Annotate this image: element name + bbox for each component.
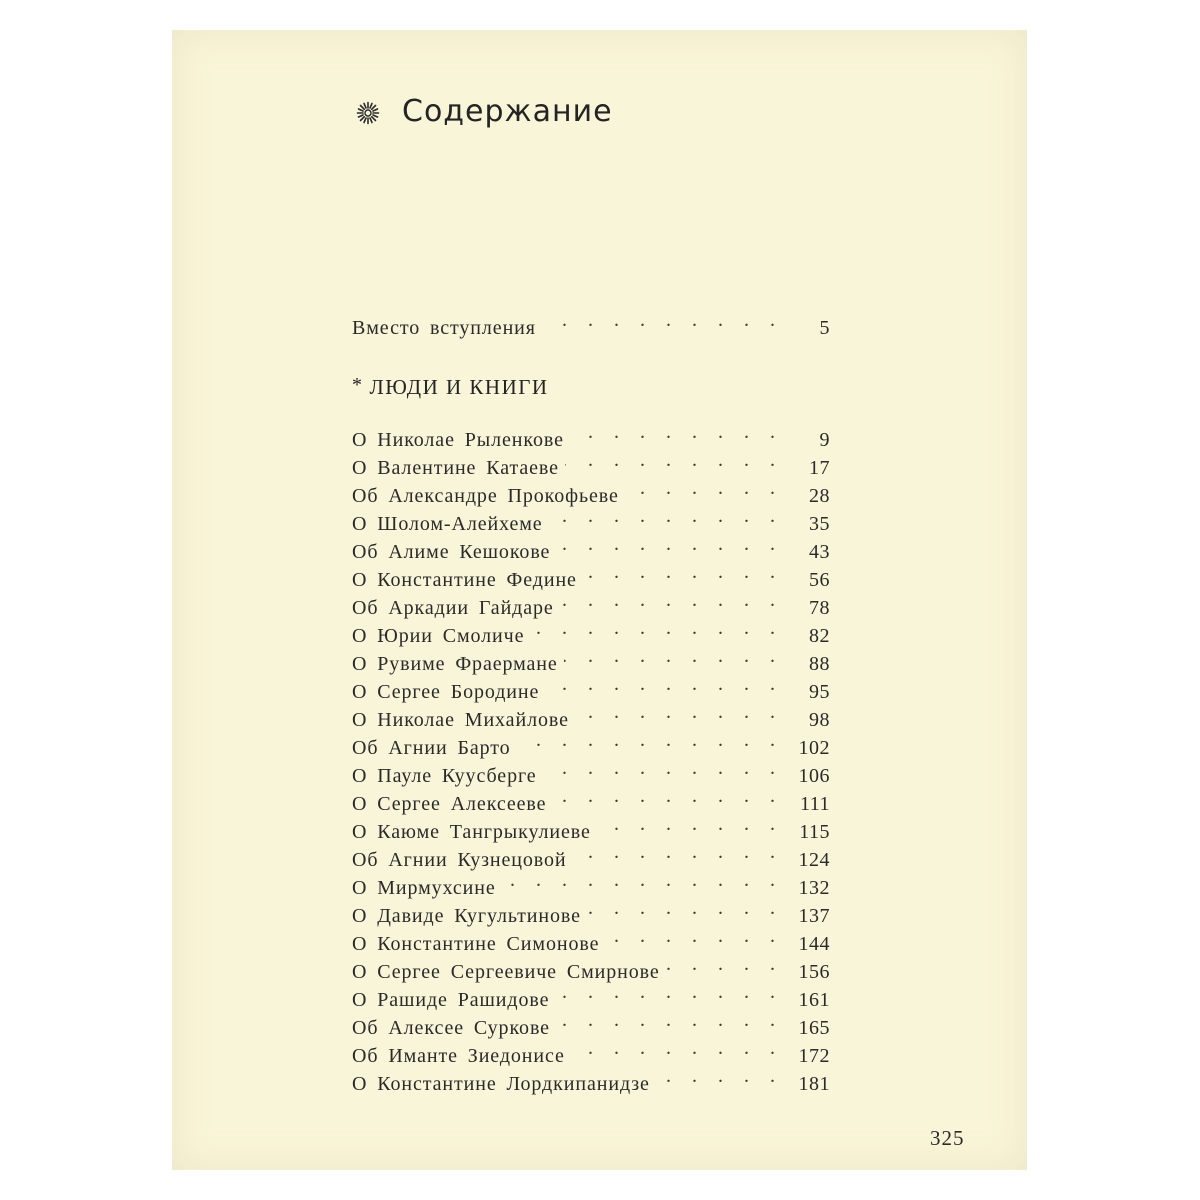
entry-label: Об Агнии Барто	[352, 737, 511, 759]
entry-label: О Мирмухсине	[352, 877, 496, 899]
toc-entry	[352, 1014, 830, 1040]
entry-label: О Шолом-Алейхеме	[352, 513, 543, 535]
entry-page: 43	[809, 541, 830, 563]
entry-label: О Константине Лордкипанидзе	[352, 1073, 650, 1095]
dot-leader	[666, 958, 782, 978]
entry-page: 181	[798, 1073, 830, 1095]
entry-page: 137	[798, 905, 830, 927]
dot-leader	[549, 510, 782, 530]
dot-leader	[587, 902, 782, 922]
entry-label: О Рашиде Рашидове	[352, 989, 550, 1011]
toc-entry	[352, 678, 830, 704]
entry-page: 111	[799, 793, 830, 815]
entry-label: О Рувиме Фраермане	[352, 653, 558, 675]
dot-leader	[565, 454, 782, 474]
toc-entry	[352, 790, 830, 816]
entry-page: 98	[809, 709, 830, 731]
entry-label: О Николае Рыленкове	[352, 429, 564, 451]
dot-leader	[517, 734, 782, 754]
toc-entry	[352, 818, 830, 844]
toc-entry	[352, 1042, 830, 1068]
entry-label: О Юрии Смоличе	[352, 625, 525, 647]
dot-leader	[560, 594, 782, 614]
toc-entry	[352, 902, 830, 928]
dot-leader	[570, 426, 782, 446]
dot-leader	[543, 762, 782, 782]
entry-page: 35	[809, 513, 830, 535]
entry-label: Об Алексее Суркове	[352, 1017, 550, 1039]
toc-entry	[352, 1070, 830, 1096]
entry-page: 5	[819, 317, 830, 339]
entry-page: 124	[798, 849, 830, 871]
toc-entry	[352, 594, 830, 620]
dot-leader	[571, 1042, 782, 1062]
dot-leader	[556, 538, 782, 558]
toc-entry	[352, 930, 830, 956]
dot-leader	[556, 1014, 782, 1034]
entry-page: 17	[809, 457, 830, 479]
entry-page: 165	[798, 1017, 830, 1039]
entry-page: 9	[819, 429, 830, 451]
toc-entry	[352, 734, 830, 760]
entry-label: О Сергее Сергеевиче Смирнове	[352, 961, 660, 983]
dot-leader	[583, 566, 782, 586]
entry-page: 88	[809, 653, 830, 675]
entry-page: 156	[798, 961, 830, 983]
entry-label: Об Александре Прокофьеве	[352, 485, 619, 507]
dot-leader	[597, 818, 782, 838]
toc-entry	[352, 510, 830, 536]
section-title: ЛЮДИ И КНИГИ	[369, 375, 549, 399]
dot-leader	[502, 874, 782, 894]
entry-label: О Давиде Кугультинове	[352, 905, 581, 927]
toc-entry	[352, 874, 830, 900]
book-page	[172, 30, 1027, 1170]
dot-leader	[545, 678, 782, 698]
entry-page: 28	[809, 485, 830, 507]
dot-leader	[573, 846, 782, 866]
flower-ornament-icon	[356, 101, 380, 125]
entry-page: 161	[798, 989, 830, 1011]
entry-page: 56	[809, 569, 830, 591]
toc-entry	[352, 958, 830, 984]
toc-entry-intro	[352, 314, 830, 340]
contents-heading	[356, 86, 613, 136]
entry-label: О Константине Федине	[352, 569, 577, 591]
entry-label: О Валентине Катаеве	[352, 457, 559, 479]
dot-leader	[564, 650, 782, 670]
dot-leader	[656, 1070, 782, 1090]
dot-leader	[555, 986, 782, 1006]
dot-leader	[575, 706, 782, 726]
entry-label: Вместо вступления	[352, 317, 536, 339]
toc-entry	[352, 846, 830, 872]
entry-label: О Николае Михайлове	[352, 709, 569, 731]
page-number: 325	[930, 1126, 965, 1150]
dot-leader	[625, 482, 782, 502]
entry-page: 95	[809, 681, 830, 703]
toc-entry	[352, 762, 830, 788]
entry-page: 115	[799, 821, 830, 843]
toc-entry	[352, 706, 830, 732]
entry-label: Об Агнии Кузнецовой	[352, 849, 567, 871]
entry-page: 102	[798, 737, 830, 759]
entry-page: 106	[798, 765, 830, 787]
toc-entry	[352, 538, 830, 564]
entry-label: Об Аркадии Гайдаре	[352, 597, 554, 619]
asterisk-icon: *	[352, 374, 364, 396]
contents-title: Содержание	[402, 93, 613, 129]
entry-label: О Сергее Бородине	[352, 681, 540, 703]
toc-entry	[352, 454, 830, 480]
dot-leader	[552, 790, 782, 810]
dot-leader	[530, 622, 782, 642]
entry-label: Об Иманте Зиедонисе	[352, 1045, 565, 1067]
section-heading	[352, 375, 549, 400]
entry-label: Об Алиме Кешокове	[352, 541, 551, 563]
entry-label: О Сергее Алексееве	[352, 793, 547, 815]
dot-leader	[605, 930, 782, 950]
toc-entry	[352, 622, 830, 648]
entry-page: 144	[798, 933, 830, 955]
entry-label: О Пауле Куусберге	[352, 765, 537, 787]
entry-page: 82	[809, 625, 830, 647]
entry-page: 78	[809, 597, 830, 619]
toc-entry	[352, 986, 830, 1012]
toc-entry	[352, 482, 830, 508]
entry-page: 132	[798, 877, 830, 899]
toc-entry	[352, 566, 830, 592]
entry-label: О Каюме Тангрыкулиеве	[352, 821, 591, 843]
entry-page: 172	[798, 1045, 830, 1067]
dot-leader	[542, 314, 782, 334]
toc-entry	[352, 426, 830, 452]
toc-entry	[352, 650, 830, 676]
entry-label: О Константине Симонове	[352, 933, 600, 955]
